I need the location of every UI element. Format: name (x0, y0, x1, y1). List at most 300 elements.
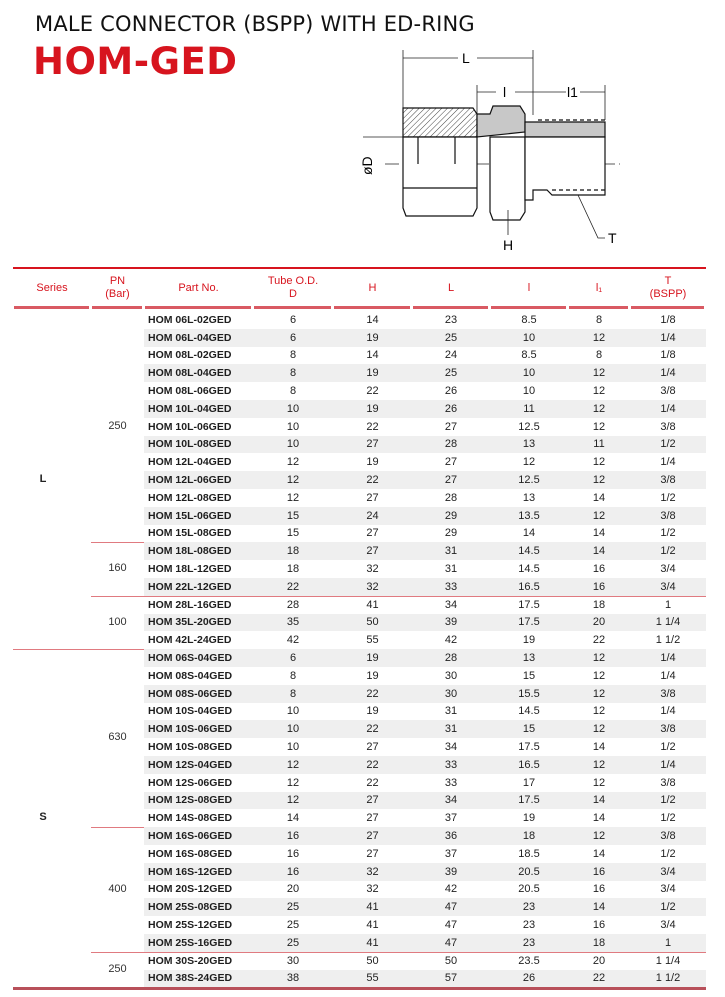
column-header-label: Series (36, 281, 68, 294)
cell-d: 6 (289, 313, 297, 326)
part-number: HOM 08S-06GED (148, 687, 233, 700)
cell-l: 12.5 (518, 420, 540, 433)
part-number: HOM 20S-12GED (148, 883, 233, 896)
nut-body (403, 108, 477, 216)
cell-d: 16 (286, 830, 300, 843)
part-number: HOM 38S-24GED (148, 972, 233, 985)
cell-t: 3/8 (660, 776, 676, 789)
cell-h: 27 (366, 545, 379, 558)
cell-t: 1/4 (660, 456, 676, 469)
part-number: HOM 10L-04GED (148, 402, 232, 415)
table-row (144, 667, 706, 685)
table-row (144, 845, 706, 863)
cell-d: 25 (286, 919, 300, 932)
cell-L: 24 (444, 349, 458, 362)
cell-l1: 12 (592, 758, 606, 771)
cell-L: 39 (444, 616, 458, 629)
part-number: HOM 22L-12GED (148, 580, 232, 593)
part-number: HOM 25S-08GED (148, 901, 233, 914)
cell-L: 30 (444, 687, 458, 700)
cell-l1: 12 (592, 687, 606, 700)
cell-l: 17.5 (518, 616, 540, 629)
cell-L: 31 (444, 545, 458, 558)
cell-t: 1 1/2 (655, 634, 681, 647)
part-number: HOM 08L-04GED (148, 367, 232, 380)
table-row (144, 364, 706, 382)
cell-l: 10 (522, 331, 536, 344)
hex-body (477, 106, 605, 220)
pn-value: 160 (108, 562, 127, 575)
cell-h: 19 (366, 652, 379, 665)
header-rule (92, 306, 142, 309)
cell-l1: 12 (592, 509, 606, 522)
part-number: HOM 10S-04GED (148, 705, 233, 718)
cell-l: 20.5 (518, 865, 540, 878)
cell-l: 16.5 (518, 580, 540, 593)
cell-l: 8.5 (521, 349, 537, 362)
part-number: HOM 18L-08GED (148, 545, 232, 558)
cell-t: 1/2 (660, 812, 676, 825)
column-header-sublabel: (BSPP) (649, 288, 687, 300)
cell-l1: 12 (592, 456, 606, 469)
part-number: HOM 12S-04GED (148, 758, 233, 771)
cell-t: 3/8 (660, 723, 676, 736)
cell-L: 25 (444, 367, 458, 380)
cell-h: 27 (366, 438, 379, 451)
table-row (144, 952, 706, 970)
cell-d: 22 (286, 580, 300, 593)
cell-d: 6 (289, 331, 297, 344)
cell-l: 16.5 (518, 758, 540, 771)
cell-h: 41 (366, 919, 379, 932)
column-header-l1 (568, 271, 630, 305)
cell-d: 12 (286, 776, 300, 789)
cell-l1: 12 (592, 705, 606, 718)
cell-l1: 18 (592, 936, 606, 949)
column-header-label: H (368, 281, 377, 294)
cell-l: 13.5 (518, 509, 540, 522)
cell-t: 1 1/2 (655, 972, 681, 985)
part-number: HOM 10L-06GED (148, 420, 232, 433)
cell-h: 27 (366, 491, 379, 504)
cell-l1: 12 (592, 830, 606, 843)
cell-l: 15 (522, 669, 536, 682)
cell-l: 11 (523, 402, 535, 415)
cell-t: 3/4 (660, 865, 676, 878)
cell-l1: 12 (592, 331, 606, 344)
table-row (144, 347, 706, 365)
table-row (144, 898, 706, 916)
cell-l1: 8 (595, 313, 603, 326)
cell-l1: 14 (592, 812, 606, 825)
cell-h: 27 (366, 812, 379, 825)
cell-l1: 12 (592, 420, 606, 433)
cell-h: 32 (366, 563, 379, 576)
cell-d: 12 (286, 794, 300, 807)
table-row (144, 774, 706, 792)
part-number: HOM 42L-24GED (148, 634, 232, 647)
cell-l: 12.5 (518, 474, 540, 487)
pn-value: 630 (108, 731, 127, 744)
cell-d: 16 (286, 847, 300, 860)
cell-d: 35 (286, 616, 300, 629)
cell-L: 37 (444, 847, 458, 860)
cell-d: 12 (286, 456, 300, 469)
page-subtitle: MALE CONNECTOR (BSPP) WITH ED-RING (35, 12, 475, 36)
cell-t: 3/8 (660, 830, 676, 843)
cell-t: 3/4 (660, 919, 676, 932)
pn-value: 250 (108, 419, 127, 432)
cell-t: 1/2 (660, 491, 676, 504)
column-header-label: PN (109, 275, 126, 287)
column-header-t (630, 271, 706, 305)
column-header-d (253, 271, 333, 305)
cell-L: 57 (444, 972, 458, 985)
cell-h: 19 (366, 331, 379, 344)
table-bottom-rule (13, 987, 706, 990)
part-number: HOM 08L-02GED (148, 349, 232, 362)
cell-l: 15 (522, 723, 536, 736)
cell-h: 41 (366, 598, 379, 611)
cell-d: 8 (289, 669, 297, 682)
cell-t: 1/8 (660, 349, 676, 362)
table-row (144, 418, 706, 436)
cell-h: 22 (366, 723, 379, 736)
cell-l1: 16 (592, 919, 606, 932)
part-number: HOM 10L-08GED (148, 438, 232, 451)
cell-h: 27 (366, 741, 379, 754)
table-row (144, 542, 706, 560)
cell-l: 17 (522, 776, 536, 789)
table-row (144, 471, 706, 489)
table-row (144, 578, 706, 596)
cell-L: 34 (444, 741, 458, 754)
cell-d: 28 (286, 598, 300, 611)
header-rule (569, 306, 628, 309)
cell-L: 42 (444, 634, 458, 647)
header-rule (254, 306, 331, 309)
column-header-L (412, 271, 490, 305)
part-number: HOM 35L-20GED (148, 616, 232, 629)
column-header-label: L (447, 281, 455, 294)
cell-d: 12 (286, 491, 300, 504)
cell-h: 55 (366, 972, 379, 985)
table-row (144, 685, 706, 703)
cell-L: 33 (444, 758, 458, 771)
cell-h: 14 (366, 349, 379, 362)
cell-h: 27 (366, 830, 379, 843)
part-number: HOM 15L-06GED (148, 509, 232, 522)
cell-d: 18 (286, 563, 300, 576)
cell-h: 27 (366, 527, 379, 540)
cell-L: 25 (444, 331, 458, 344)
cell-d: 10 (286, 438, 300, 451)
cell-L: 28 (444, 491, 458, 504)
cell-d: 15 (286, 527, 300, 540)
dim-label-H: H (503, 237, 514, 253)
cell-l1: 12 (592, 652, 606, 665)
table-row (144, 329, 706, 347)
cell-t: 3/4 (660, 883, 676, 896)
table-row (144, 525, 706, 543)
cell-h: 27 (366, 847, 379, 860)
cell-l1: 18 (592, 598, 606, 611)
cell-t: 1/2 (660, 741, 676, 754)
cell-d: 20 (286, 883, 300, 896)
cell-l: 14.5 (518, 705, 540, 718)
header-rule (491, 306, 566, 309)
table-header (13, 271, 706, 305)
cell-l1: 12 (592, 669, 606, 682)
cell-l: 15.5 (518, 687, 540, 700)
part-number: HOM 10S-08GED (148, 741, 233, 754)
table-row (144, 863, 706, 881)
dim-label-D: øD (359, 156, 375, 175)
cell-l: 14.5 (518, 545, 540, 558)
cell-d: 25 (286, 901, 300, 914)
cell-l: 8.5 (521, 313, 537, 326)
cell-h: 19 (366, 367, 379, 380)
cell-l: 13 (522, 491, 536, 504)
cell-h: 22 (366, 474, 379, 487)
cell-l1: 20 (592, 954, 606, 967)
cell-l: 17.5 (518, 794, 540, 807)
cell-L: 27 (444, 420, 458, 433)
part-number: HOM 12L-08GED (148, 491, 232, 504)
cell-L: 28 (444, 438, 458, 451)
table-row (144, 631, 706, 649)
table-row (144, 881, 706, 899)
part-number: HOM 16S-06GED (148, 830, 233, 843)
table-row (144, 756, 706, 774)
table-row (144, 614, 706, 632)
cell-t: 1/8 (660, 313, 676, 326)
cell-l: 26 (522, 972, 536, 985)
cell-l1: 12 (592, 723, 606, 736)
cell-L: 31 (444, 705, 458, 718)
cell-h: 32 (366, 883, 379, 896)
cell-h: 19 (366, 669, 379, 682)
part-number: HOM 16S-12GED (148, 865, 233, 878)
cell-h: 22 (366, 776, 379, 789)
part-number: HOM 10S-06GED (148, 723, 233, 736)
cell-t: 3/4 (660, 580, 676, 593)
pn-value: 400 (108, 882, 127, 895)
table-row (144, 596, 706, 614)
pn-value: 100 (108, 615, 127, 628)
page-title: HOM-GED (33, 40, 238, 83)
cell-l: 18 (522, 830, 536, 843)
cell-d: 10 (286, 402, 300, 415)
cell-d: 8 (289, 349, 297, 362)
cell-d: 6 (289, 652, 297, 665)
column-header-label: l (527, 281, 531, 294)
cell-t: 3/8 (660, 509, 676, 522)
cell-h: 19 (366, 456, 379, 469)
part-number: HOM 15L-08GED (148, 527, 232, 540)
cell-L: 33 (444, 580, 458, 593)
table-top-rule (13, 267, 706, 269)
cell-l1: 12 (592, 776, 606, 789)
table-row (144, 809, 706, 827)
cell-L: 29 (444, 509, 458, 522)
cell-d: 12 (286, 474, 300, 487)
column-header-label: Part No. (178, 281, 219, 294)
cell-d: 38 (286, 972, 300, 985)
cell-d: 16 (286, 865, 300, 878)
cell-L: 47 (444, 901, 458, 914)
column-header-label: l₁ (595, 281, 603, 294)
column-header-l (490, 271, 568, 305)
cell-l1: 16 (592, 580, 606, 593)
cell-l1: 12 (592, 367, 606, 380)
cell-t: 1/4 (660, 367, 676, 380)
cell-l1: 8 (595, 349, 603, 362)
cell-t: 1 (664, 598, 672, 611)
cell-l: 19 (522, 634, 536, 647)
pn-value: 250 (108, 962, 127, 975)
cell-h: 22 (366, 758, 379, 771)
table-row (144, 970, 706, 988)
cell-l: 14.5 (518, 563, 540, 576)
dim-label-l: l (503, 84, 507, 100)
cell-L: 27 (444, 474, 458, 487)
cell-h: 55 (366, 634, 379, 647)
table-row (144, 560, 706, 578)
cell-d: 10 (286, 723, 300, 736)
cell-l1: 12 (592, 474, 606, 487)
cell-L: 34 (444, 794, 458, 807)
cell-t: 1/4 (660, 758, 676, 771)
cell-t: 1 (664, 936, 672, 949)
cell-L: 29 (444, 527, 458, 540)
table-row (144, 792, 706, 810)
part-number: HOM 14S-08GED (148, 812, 233, 825)
cell-t: 1/4 (660, 402, 676, 415)
cell-l1: 14 (592, 794, 606, 807)
cell-t: 1/2 (660, 438, 676, 451)
cell-L: 33 (444, 776, 458, 789)
part-number: HOM 12L-04GED (148, 456, 232, 469)
cell-l1: 20 (592, 616, 606, 629)
cell-t: 1/2 (660, 794, 676, 807)
cell-h: 24 (366, 509, 379, 522)
part-number: HOM 25S-12GED (148, 919, 233, 932)
cell-l1: 12 (592, 385, 606, 398)
cell-d: 12 (286, 758, 300, 771)
column-header-series (13, 271, 91, 305)
cell-l1: 16 (592, 865, 606, 878)
part-number: HOM 06L-02GED (148, 313, 232, 326)
cell-l1: 22 (592, 634, 606, 647)
header-rule (145, 306, 251, 309)
part-number: HOM 06S-04GED (148, 652, 233, 665)
cell-h: 22 (366, 687, 379, 700)
cell-l1: 14 (592, 545, 606, 558)
part-number: HOM 12S-08GED (148, 794, 233, 807)
cell-l: 23.5 (518, 954, 540, 967)
cell-l: 14 (522, 527, 536, 540)
cell-l: 13 (522, 438, 536, 451)
part-number: HOM 06L-04GED (148, 331, 232, 344)
part-number: HOM 08L-06GED (148, 385, 232, 398)
cell-t: 1/4 (660, 705, 676, 718)
cell-d: 42 (286, 634, 300, 647)
part-number: HOM 12S-06GED (148, 776, 233, 789)
cell-t: 1/4 (660, 669, 676, 682)
cell-t: 1/4 (660, 331, 676, 344)
cell-d: 8 (289, 385, 297, 398)
table-row (144, 827, 706, 845)
table-row (144, 382, 706, 400)
cell-d: 10 (286, 741, 300, 754)
connector-diagram (340, 40, 640, 260)
cell-d: 15 (286, 509, 300, 522)
cell-l1: 14 (592, 901, 606, 914)
cell-d: 30 (286, 954, 300, 967)
cell-h: 41 (366, 936, 379, 949)
cell-l: 23 (522, 901, 536, 914)
part-number: HOM 25S-16GED (148, 936, 233, 949)
part-number: HOM 18L-12GED (148, 563, 232, 576)
table-row (144, 436, 706, 454)
cell-L: 37 (444, 812, 458, 825)
cell-L: 26 (444, 402, 458, 415)
cell-h: 22 (366, 385, 379, 398)
cell-l: 10 (522, 367, 536, 380)
header-rule (631, 306, 704, 309)
cell-L: 36 (444, 830, 458, 843)
cell-t: 3/4 (660, 563, 676, 576)
column-header-label: T (664, 275, 672, 287)
cell-l1: 16 (592, 883, 606, 896)
cell-l: 19 (522, 812, 536, 825)
cell-l: 13 (522, 652, 536, 665)
cell-d: 10 (286, 420, 300, 433)
column-header-h (333, 271, 412, 305)
cell-d: 8 (289, 367, 297, 380)
cell-h: 22 (366, 420, 379, 433)
column-header-sublabel: D (289, 288, 297, 300)
cell-l1: 11 (593, 438, 605, 451)
cell-l: 12 (522, 456, 536, 469)
cell-L: 30 (444, 669, 458, 682)
cell-L: 42 (444, 883, 458, 896)
cell-t: 3/8 (660, 687, 676, 700)
table-row (144, 453, 706, 471)
cell-h: 14 (366, 313, 379, 326)
cell-l1: 14 (592, 741, 606, 754)
cell-l1: 14 (592, 491, 606, 504)
cell-L: 31 (444, 723, 458, 736)
part-number: HOM 12L-06GED (148, 474, 232, 487)
cell-L: 50 (444, 954, 458, 967)
cell-L: 34 (444, 598, 458, 611)
part-number: HOM 28L-16GED (148, 598, 232, 611)
dim-label-T: T (608, 230, 617, 246)
cell-d: 25 (286, 936, 300, 949)
cell-t: 3/8 (660, 385, 676, 398)
cell-l1: 12 (592, 402, 606, 415)
header-rule (413, 306, 488, 309)
column-header-sublabel: (Bar) (105, 288, 130, 300)
cell-L: 27 (444, 456, 458, 469)
series-value: S (39, 811, 47, 824)
cell-h: 50 (366, 954, 379, 967)
cell-h: 19 (366, 402, 379, 415)
cell-l: 17.5 (518, 741, 540, 754)
table-row (144, 916, 706, 934)
